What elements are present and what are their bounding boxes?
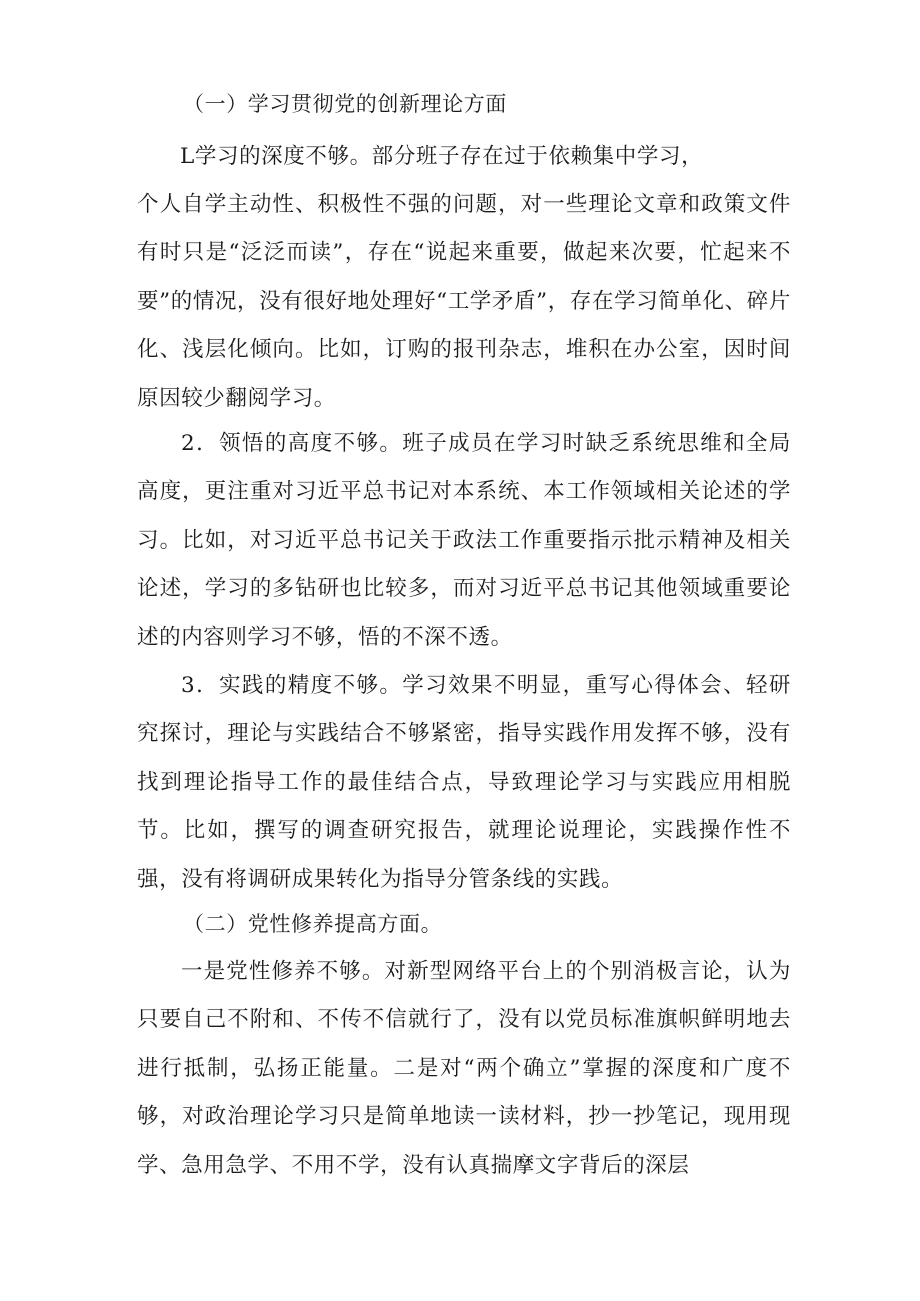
item-1-first-line: L学习的深度不够。部分班子存在过于依赖集中学习， [180,144,704,169]
section-heading-party-spirit: （二）党性修养提高方面。 [183,912,443,936]
section-heading-theory-study: （一）学习贯彻党的创新理论方面 [183,92,507,116]
item-3-paragraph: 3．实践的精度不够。学习效果不明显，重写心得体会、轻研究探讨，理论与实践结合不够紧密，指导实践作用发挥不够，没有找到理论指导工作的最佳结合点，导致理论学习与实践应用相脱节。比如，撰写的调查研究报告，就理论说理论，实践操作性不强，没有将调研成果转化为指导分管条线的实践。 [137,673,791,892]
item-1-paragraph: 个人自学主动性、积极性不强的问题，对一些理论文章和政策文件有时只是“泛泛而读”，存在“说起来重要，做起来次要，忙起来不要”的情况，没有很好地处理好“工学矛盾”，存在学习简单化、碎片化、浅层化倾向。比如，订购的报刊杂志，堆积在办公室，因时间原因较少翻阅学习。 [137,192,791,411]
item-2-paragraph: 2．领悟的高度不够。班子成员在学习时缺乏系统思维和全局高度，更注重对习近平总书记对本系统、本工作领域相关论述的学习。比如，对习近平总书记关于政法工作重要指示批示精神及相关论述，学习的多钻研也比较多，而对习近平总书记其他领域重要论述的内容则学习不够，悟的不深不透。 [137,431,791,650]
item-4-paragraph: 一是党性修养不够。对新型网络平台上的个别消极言论，认为只要自己不附和、不传不信就行了，没有以党员标准旗帜鲜明地去进行抵制，弘扬正能量。二是对“两个确立”掌握的深度和广度不够，对政治理论学习只是简单地读一读材料，抄一抄笔记，现用现学、急用急学、不用不学，没有认真揣摩文字背后的深层 [137,959,791,1178]
